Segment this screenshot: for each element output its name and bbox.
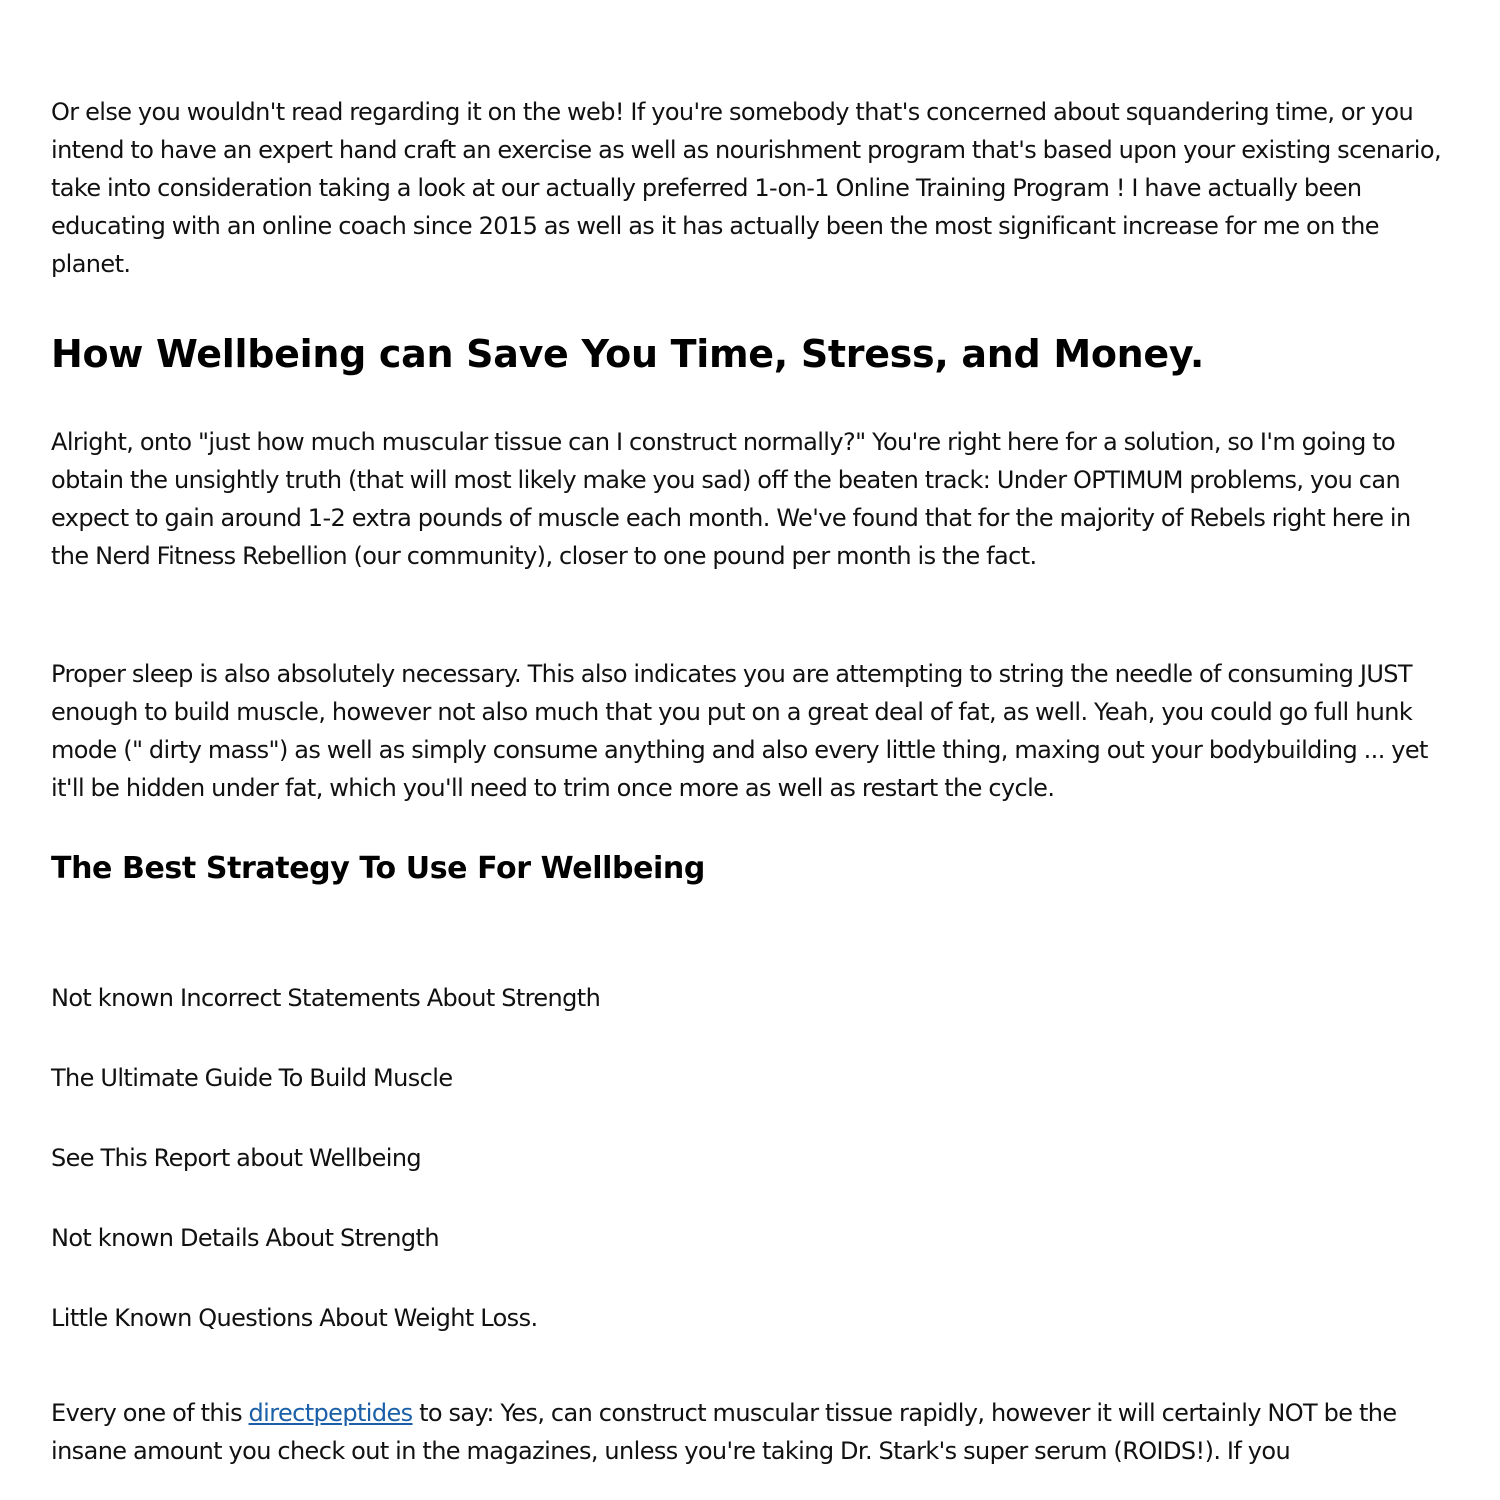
list-item: Little Known Questions About Weight Loss. <box>51 1304 538 1332</box>
list-item: The Ultimate Guide To Build Muscle <box>51 1064 453 1092</box>
list-item: Not known Details About Strength <box>51 1224 439 1252</box>
closing-text-after-link: to say: Yes, can construct muscular tissue rapidly, however it will certainly NOT be the insane amount you check out in the magazines, unless you're taking Dr. Stark's super serum (ROIDS!). If you <box>51 1399 1397 1465</box>
list-item: Not known Incorrect Statements About Strength <box>51 984 601 1012</box>
section-heading: How Wellbeing can Save You Time, Stress, and Money. <box>51 332 1204 376</box>
closing-text-before-link: Every one of this <box>51 1399 249 1427</box>
list-item: See This Report about Wellbeing <box>51 1144 422 1172</box>
subsection-heading: The Best Strategy To Use For Wellbeing <box>51 851 705 886</box>
intro-paragraph: Or else you wouldn't read regarding it on the web! If you're somebody that's concerned about squandering time, or you intend to have an expert hand craft an exercise as well as nourishment program that's based upon your existing scenario, take into consideration taking a look at our actually preferred 1-on-1 Online Training Program ! I have actually been educating with an online coach since 2015 as well as it has actually been the most significant increase for me on the planet. <box>51 98 1441 278</box>
sleep-paragraph: Proper sleep is also absolutely necessary. This also indicates you are attempting to string the needle of consuming JUST enough to build muscle, however not also much that you put on a great deal of fat, as well. Yeah, you could go full hunk mode (" dirty mass") as well as simply consume anything and also every little thing, maxing out your bodybuilding ... yet it'll be hidden under fat, which you'll need to trim once more as well as restart the cycle. <box>51 660 1428 802</box>
directpeptides-link[interactable]: directpeptides <box>248 1399 413 1427</box>
muscle-gain-paragraph: Alright, onto "just how much muscular tissue can I construct normally?" You're right here for a solution, so I'm going to obtain the unsightly truth (that will most likely make you sad) off the beaten track: Under OPTIMUM problems, you can expect to gain around 1-2 extra pounds of muscle each month. We've found that for the majority of Rebels right here in the Nerd Fitness Rebellion (our community), closer to one pound per month is the fact. <box>51 428 1411 570</box>
closing-paragraph <box>51 1394 1451 1470</box>
